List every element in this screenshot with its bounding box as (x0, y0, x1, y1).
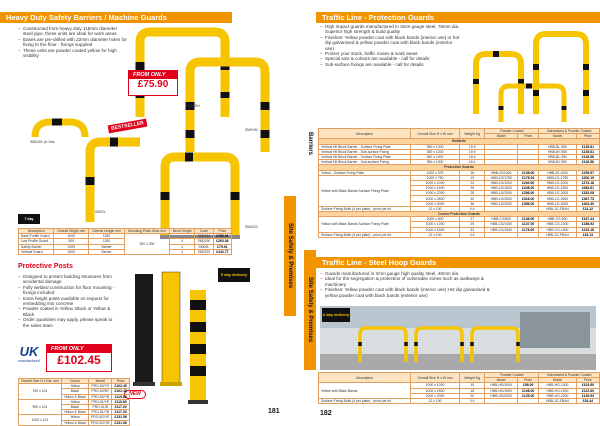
col-header: Price (576, 378, 599, 383)
price-value: £102.45 (57, 353, 101, 367)
table-row: Vertical Hit Block Barrier - Surface Fixing Plate 350 x 1200 19.9 HBB-BL-950 £139.81 (319, 144, 600, 149)
posts-heading: Protective Posts (18, 263, 73, 270)
table-row: 1000 x 1500 25 HBB-1G/1500 £248.00 HBB-1G-1500 £282.61 (319, 186, 600, 191)
table-row: Yellow & Black PRO-5G/YB £131.56 (19, 420, 130, 425)
table-row: 750 x 101 Yellow PRO-50/YS £102.45 (19, 384, 130, 389)
new-badge: NEW (124, 390, 146, 399)
table-row: 1000 x 3000 36 HBB-1G/3000 £356.00 HBB-1G-3000 £403.30 (319, 201, 600, 206)
table-row: 900 x 101 Yellow PRO-51/YE £119.89 (19, 399, 130, 404)
col-header: Description (19, 229, 54, 234)
col-header: Overall Size H x Dia. mm (19, 379, 62, 384)
col-header: Overall Length mm (89, 229, 125, 234)
right-tab-strip (304, 0, 316, 424)
tab-site-safety[interactable] (284, 196, 296, 316)
left-section-heading: Heavy Duty Safety Barriers / Machine Guards (0, 12, 232, 23)
col-header: Weight Kg (460, 129, 485, 139)
table-row: Surface Fixing Bolts (4 per plate) - price per kit 12 x 100 0.4 HBB-1G-FB4/4 £18.44 (319, 398, 600, 403)
code-label: SM0220 (245, 225, 258, 229)
bullet: – Bases are pre-drilled with 22mm diameter holes for fixing to the floor - fixings supplied (18, 37, 128, 48)
code-label: SM02DH (186, 104, 200, 108)
tab-barriers[interactable] (304, 104, 316, 184)
hoop-guards-heading: Traffic Line - Steel Hoop Guards (316, 257, 600, 268)
tab-label: Barriers (307, 132, 313, 156)
right-page (316, 0, 600, 424)
table-row: Black PRO-50/BY £102.45 (19, 389, 130, 394)
from-only-label: FROM ONLY (47, 345, 111, 353)
table-row: Surface Fixing Bolts (4 per plate) - price per kit 12 x 100 0.4 HBB-1G-FB4/4 £14.12 (319, 206, 600, 211)
table-row: Yellow with Black Bands 1000 x 1000 15 HBB-HG/1000 £98.00 HBB-HG-1000 £103.80 (319, 383, 600, 388)
bullet: – Fully welded construction for floor mounting - fixings included (18, 285, 118, 296)
table-row: Vertical Guard 1000 Barrier 4 SM0220 £343.77 (19, 249, 232, 254)
table-section: Protection Guards (319, 165, 600, 170)
tab-label: Site Safety & Premises (307, 277, 313, 343)
price-value: £75.90 (137, 79, 169, 90)
bullet: – Finishes: Yellow powder coat with black bands (interior use) Hot dip galvanised & yellow powder coat with black bands (exterior use) (320, 287, 490, 298)
table-section: Corner Protection Guards (319, 212, 600, 217)
protection-guards-table (318, 128, 600, 238)
protection-guards-photo (466, 24, 596, 124)
col-header: Powder Coated (485, 373, 539, 378)
table-row: 1000 x 1000 29 HBB-CG/1000 £147.00 HBB-CG-1000 £188.92 (319, 222, 600, 227)
tab-label: Site Safety & Premises (287, 223, 293, 289)
bullet: – Extra height posts available on request for embedding into concrete (18, 296, 118, 307)
code-label: SM0181 (in 1ine (30, 140, 55, 144)
bullet: – Designed to protect building structures from accidental damage (18, 274, 118, 285)
col-header: Weight Kg (460, 373, 485, 383)
tab-site-safety[interactable] (304, 250, 316, 370)
col-header: Overall Size H x W mm (410, 129, 459, 139)
uk-sub: manufactured (18, 359, 40, 363)
col-header: Mounting Plate Dims mm (124, 229, 169, 234)
from-only-label: FROM ONLY (129, 71, 177, 79)
table-row: Yellow with Black Bands Surface Fixing Plate 1000 x 750 19 HBB-1G/1750 £178.94 HBB-1G-1750 £200.19 (319, 175, 600, 180)
col-header: Price (518, 378, 539, 383)
left-page (0, 0, 296, 424)
table-section: Bollards (319, 139, 600, 144)
col-header: Colour (61, 379, 88, 384)
table-row: Back Profile Guard 1000 1150 300 x 300 SM0181 £280.91 (19, 234, 232, 239)
col-header: Code (195, 229, 214, 234)
col-header: Overall Size H x W mm (410, 373, 459, 383)
delivery-badge: 7 day (18, 214, 40, 224)
bullet: – Sub-surface fixings are available - call for details (320, 62, 460, 67)
table-row: 1000 x 2000 20 HBB-HG/2000 £125.00 HBB-HG-2000 £139.53 (319, 393, 600, 398)
posts-bullets (18, 274, 118, 328)
table-row: Surface Fixing Bolts (4 per plate) - price per kit 12 x 100 0.4 HBB-1G-FB4/4 £18.13 (319, 232, 600, 237)
bullet: – Powder coated in Yellow, Black or Yellow & Black (18, 306, 118, 317)
bullet: – Ideal for the segregation & protection of vulnerable zones such as walkways & machinery (320, 276, 490, 287)
page-number: 182 (320, 410, 332, 417)
table-row: Yellow & Black PRO-50/YB £119.80 (19, 394, 130, 399)
bullet: – Protect your stock, traffic routes & work areas (320, 51, 460, 56)
barriers-table (18, 228, 232, 255)
price-badge (128, 70, 178, 96)
col-header: Overall Height mm (54, 229, 89, 234)
uk-manufactured-badge (16, 344, 42, 363)
posts-price-badge (46, 344, 112, 372)
delivery-badge: 5 day delivery (218, 268, 250, 282)
col-header: Model (485, 378, 518, 383)
bestseller-badge: BESTSELLER (108, 119, 148, 134)
bullet: – Constructed from heavy duty 115mm diameter steel pipe, these units are ideal for work areas (18, 26, 128, 37)
table-row: Vertical Hit Block Barrier - Surface Fixing Plate 350 x 1000 18.4 HBB-BL-950 £116.56 (319, 154, 600, 159)
table-row: Vertical Hit Block Barrier - Sub-surface Fixing 350 x 1000 18.4 HBB-BY-950 £116.56 (319, 160, 600, 165)
hoop-guards-table (318, 372, 600, 404)
col-header: Powder Coated (485, 129, 539, 134)
col-header: Price (112, 379, 129, 384)
hoop-guards-photo (320, 306, 596, 370)
page-number: 181 (268, 408, 280, 415)
code-label: SM02L (95, 210, 106, 214)
hoop-bullets (320, 271, 490, 298)
table-row: Black PRO-51/B £117.20 (19, 404, 130, 409)
delivery-badge: 3 day delivery (322, 308, 350, 322)
col-header: Model (485, 134, 518, 139)
bullet: – Guards manufactured in 3mm gauge high quality steel, 48mm dia. (320, 271, 490, 276)
table-row: Safety Barrier 1000 Barrier 4 SM02L £75.91 (19, 244, 232, 249)
right-bullets (320, 24, 460, 67)
table-row: Vertical Hit Block Barrier - Sub-surface Fixing 350 x 1200 19.9 HBB-BY-950 £139.81 (319, 149, 600, 154)
code-label: SM0190 (245, 128, 258, 132)
table-row: 1000 x 1500 33 HBB-CG/1500 £176.00 HBB-CG-1500 £215.18 (319, 227, 600, 232)
col-header: Description (319, 129, 411, 139)
col-header: Model (89, 379, 112, 384)
col-header: Price (518, 134, 539, 139)
table-row: Yellow & Black PRO-51/YB £117.20 (19, 410, 130, 415)
table-row: 1000 x 1500 18 HBB-HG/1500 £108.00 HBB-HG-1500 £122.60 (319, 388, 600, 393)
col-header: Galvanised & Powder Coated (539, 373, 600, 378)
bullet: – Special size & colours are available - call for details (320, 56, 460, 61)
col-header: Price (576, 134, 599, 139)
posts-table (18, 378, 130, 426)
table-row: Yellow - Surface Fixing Plate 1000 x 375 16 HBB-20/1000 £138.00 HBB-20-1000 £159.97 (319, 170, 600, 175)
table-row: Low Profile Guard 500 1150 4 SM0190 £263.36 (19, 239, 232, 244)
table-row: 1000 x 2500 30 HBB-1G/2500 £316.00 HBB-1G-2500 £367.73 (319, 196, 600, 201)
left-tab-strip (284, 0, 296, 424)
bullet: – Finishes: Yellow powder coat with black bands (interior use) or hot dip galvanised & yellow powder coat with black bands (exterior use) (320, 35, 460, 51)
table-row: 1000 x 1000 23 HBB-1G/1000 £240.00 HBB-1G-1000 £274.18 (319, 180, 600, 185)
barriers-photo (0, 22, 285, 254)
uk-logo: UK (19, 344, 39, 359)
col-header: Galvanised & Powder Coated (539, 129, 600, 134)
table-row: Yellow with Black Bands Surface Fixing Plate 1000 x 500 27 HBB-CG/500 £136.00 HBB-CG-500 £167.44 (319, 217, 600, 222)
right-section-heading: Traffic Line - Protection Guards (316, 12, 600, 23)
posts-photo (132, 270, 252, 410)
col-header: Model (539, 378, 576, 383)
col-header: Description (319, 373, 411, 383)
bullet: – High impact guards manufactured in 3mm gauge steel, 76mm dia. Superior high strength & build quality (320, 24, 460, 35)
col-header: Price (213, 229, 231, 234)
col-header: Model (539, 134, 576, 139)
table-row: 1000 x 2000 28 HBB-1G/2000 £286.00 HBB-1G-2000 £333.08 (319, 191, 600, 196)
col-header: Bend Height (170, 229, 195, 234)
table-row: 1000 x 101 Yellow PRO-5G/YE £131.56 (19, 415, 130, 420)
bullet: – These units are powder coated yellow for high visibility (18, 48, 128, 59)
bullet: – Order quantities may apply, please speak to the sales team (18, 317, 118, 328)
